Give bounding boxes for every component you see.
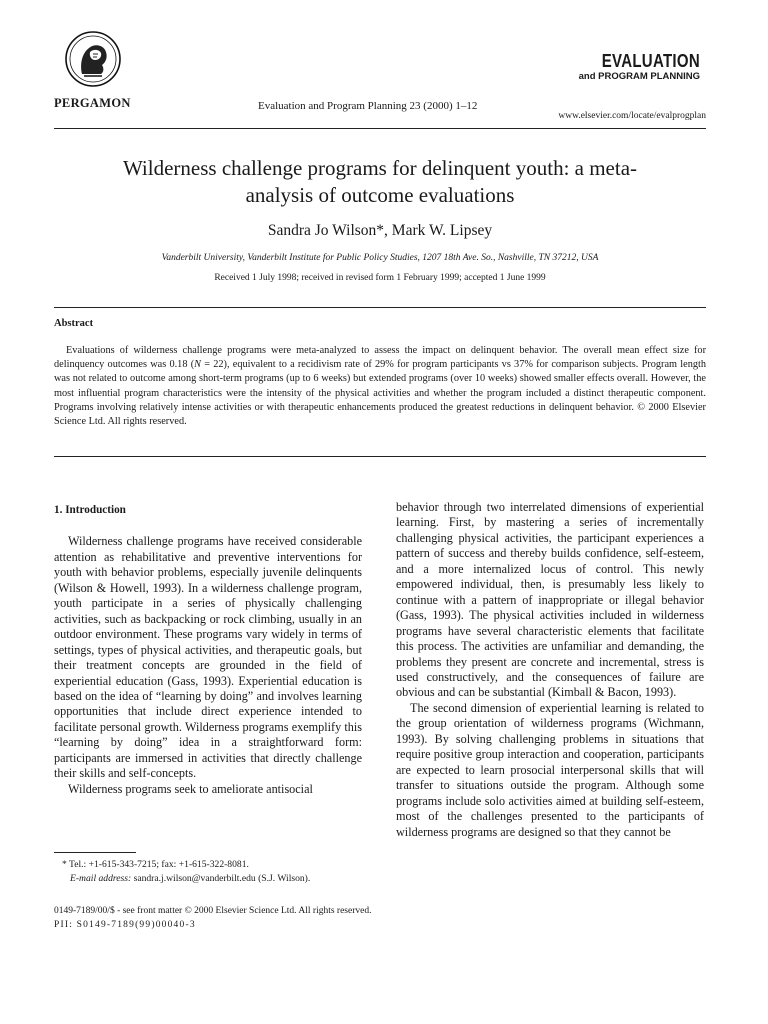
paragraph: behavior through two interrelated dimensions of experiential learning. First, by mastering a series of incrementally challenging physical activities, the participant experiences a pattern of success and thereby builds confidence, self-esteem, and a more internalized locus of control. This newly empowered individual, then, is presumably less likely to continue with a pattern of inappropriate or illegal behavior (Gass, 1993). The physical activities included in wilderness programs have several characteristic elements that facilitate this process. The activities are unfamiliar and demanding, the problems they present are concrete and incremental, stress is used constructively, and the consequences of failure are obvious and can be substantial (Kimball & Bacon, 1993). [396,500,704,700]
paragraph: Wilderness challenge programs have received considerable attention as rehabilitative and preventive interventions for youth with behavior problems, especially juvenile delinquents (Wilson & Howell, 1993). In a wilderness challenge program, youth participate in a series of physically challenging activities, such as backpacking or rock climbing, usually in an outdoor environment. These programs vary widely in terms of settings, types of physical activities, and therapeutic goals, but their treatment concepts are grounded in the field of experiential education (Gass, 1993). Experiential education is based on the idea of “learning by doing” and involves learning opportunities that include direct experience intended to facilitate personal growth. Wilderness programs exemplify this “learning by doing” idea in a straightforward form: participants are immersed in activities that directly challenge their skills and self-concepts. [54,534,362,781]
footnote-rule [54,852,136,853]
paragraph: Wilderness programs seek to ameliorate antisocial [68,781,313,796]
header-rule [54,128,706,129]
footnote-contact: * Tel.: +1-615-343-7215; fax: +1-615-322-8081. [62,859,249,870]
author-footnote [54,858,374,886]
elsevier-sage-icon [64,30,122,88]
journal-url[interactable]: www.elsevier.com/locate/evalprogplan [558,111,706,121]
abstract-bottom-rule [54,456,706,457]
abstract-top-rule [54,307,706,308]
footnote-email: E-mail address: sandra.j.wilson@vanderbilt.edu (S.J. Wilson). [70,873,311,884]
affiliation: Vanderbilt University, Vanderbilt Institute for Public Policy Studies, 1207 18th Ave. So., Nashville, TN 37212, USA [161,253,599,263]
abstract-heading: Abstract [54,318,94,329]
left-column [54,503,362,797]
pii-line: PII: S0149-7189(99)00040-3 [54,920,196,930]
copyright-line: 0149-7189/00/$ - see front matter © 2000 Elsevier Science Ltd. All rights reserved. [54,906,372,916]
authors: Sandra Jo Wilson*, Mark W. Lipsey [267,222,493,239]
title-line-1: Wilderness challenge programs for delinquent youth: a meta- [122,156,638,180]
paragraph: The second dimension of experiential learning is related to the group orientation of wilderness programs (Wichmann, 1993). By solving challenging problems in situations that require positive group interaction and cooperation, participants are expected to learn prosocial interpersonal skills that will transfer to situations outside the program. Although some programs include solo activities aimed at building self-esteem, most of the challenges presented to the participants of wilderness programs are designed so that they cannot be [396,700,704,839]
article-title [54,155,706,209]
page-footer [54,904,371,932]
brand-line-2: and PROGRAM PLANNING [578,71,700,82]
abstract-text: Evaluations of wilderness challenge programs were meta-analyzed to assess the impact on delinquent behavior. The overall mean effect size for delinquency outcomes was 0.18 (N = 22), equivalent to a recidivism rate of 29% for program participants vs 37% for comparison subjects. Program length was not related to outcome among short-term programs (up to 6 weeks) but extended programs (over 10 weeks) showed smaller effects overall. However, the most influential program characteristics were the intensity of the physical activities and whether the program included a distinct therapeutic component. Programs involving relatively intense activities or with therapeutic enhancements produced the greatest reductions in delinquent behavior. © 2000 Elsevier Science Ltd. All rights reserved. [54,345,707,428]
right-column [396,500,704,840]
brand-line-1: EVALUATION [601,50,700,72]
section-heading: 1. Introduction [54,504,126,516]
title-line-2: analysis of outcome evaluations [245,183,515,207]
publisher-name: PERGAMON [54,96,131,110]
journal-brand [579,52,700,82]
journal-citation: Evaluation and Program Planning 23 (2000) 1–12 [258,100,478,112]
received-dates: Received 1 July 1998; received in revised form 1 February 1999; accepted 1 June 1999 [214,273,546,283]
